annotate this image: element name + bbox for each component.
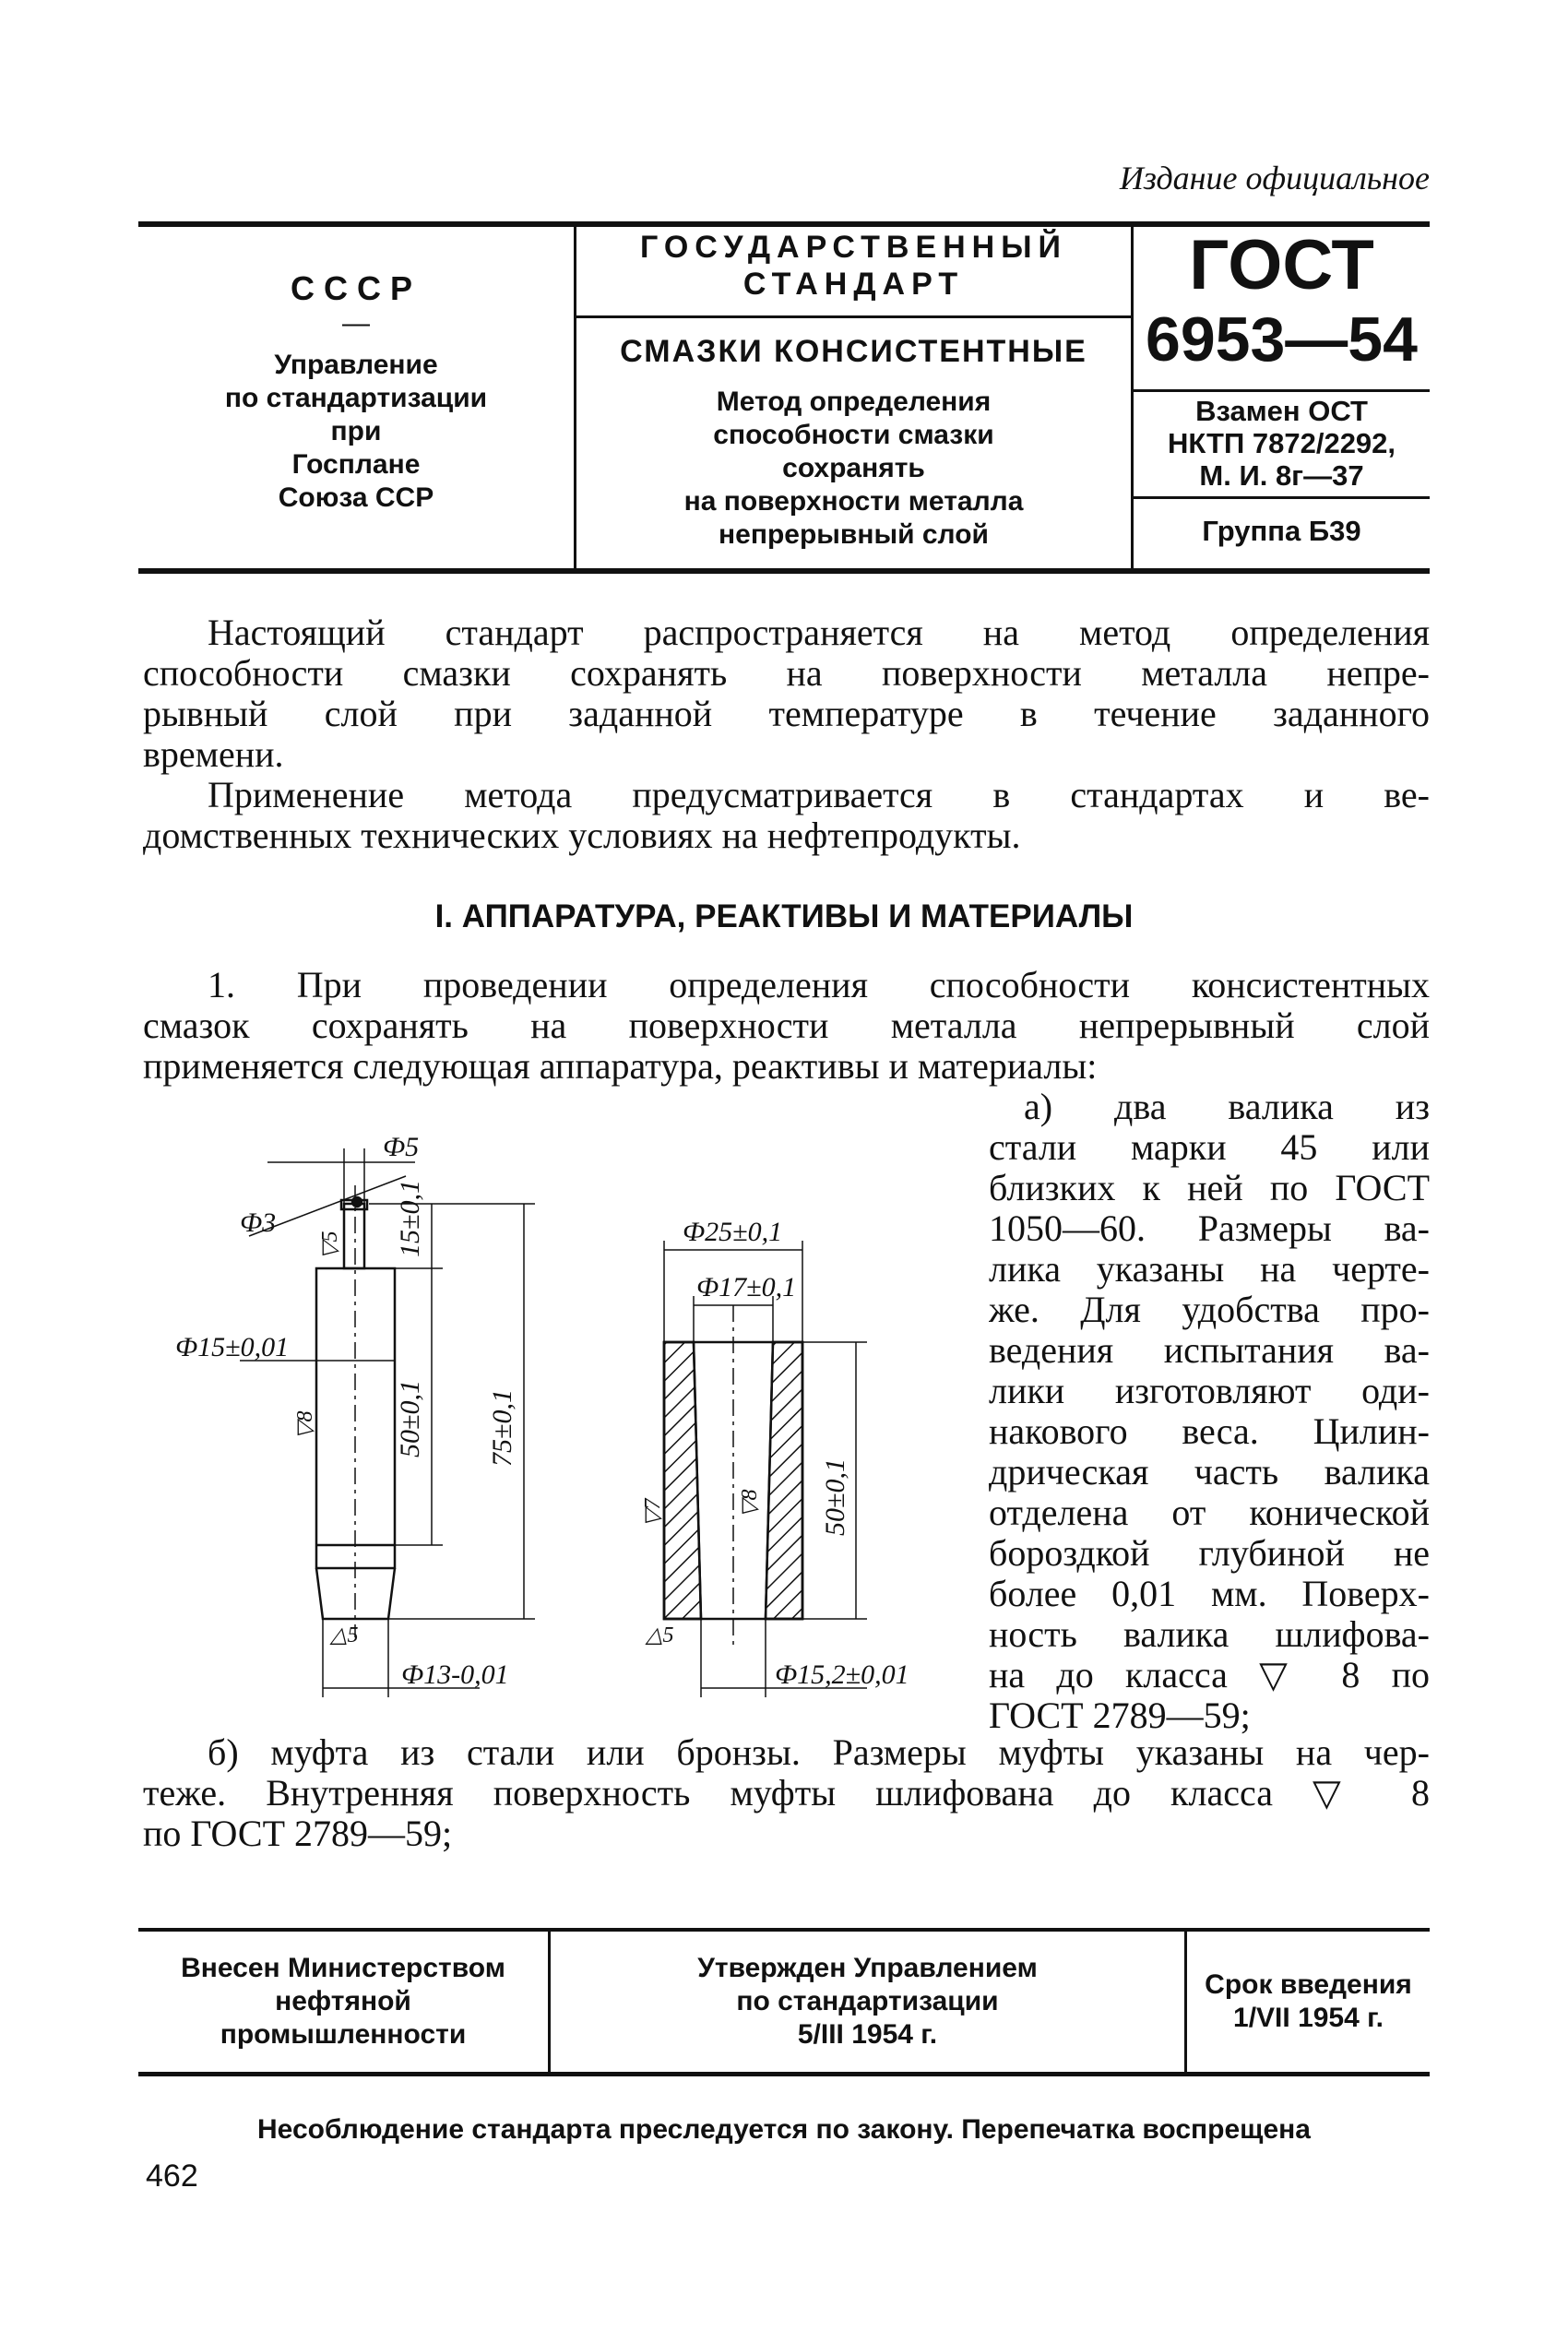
header-gost-label: ГОСТ bbox=[1189, 226, 1374, 304]
header-country: СССР bbox=[290, 269, 422, 307]
footer-introduced: Внесен Министерством нефтяной промышленности bbox=[181, 1953, 505, 2050]
header-method: Метод определения способности смазки сохранять на поверхности металла непрерывный слой bbox=[683, 387, 1024, 550]
label-len75: 75±0,1 bbox=[487, 1389, 517, 1467]
label-d13: Ф13-0,01 bbox=[401, 1659, 509, 1690]
label-d3: Ф3 bbox=[240, 1207, 277, 1238]
header-dash: — bbox=[342, 308, 370, 339]
header-bottom-rule bbox=[138, 568, 1430, 574]
header-subject: СМАЗКИ КОНСИСТЕНТНЫЕ bbox=[620, 334, 1087, 369]
label-sleeve-finish8: ▽8 bbox=[738, 1489, 762, 1517]
item-b: б) муфта из стали или бронзы. Размеры муфты указаны на чер- теже. Внутренняя поверхность муфты шлифована до класса ▽ 8 по ГОСТ 2789—59; bbox=[143, 1732, 1430, 1854]
footer-top-rule bbox=[138, 1928, 1430, 1932]
edition-note: Издание официальное bbox=[1119, 160, 1430, 196]
header-group: Группа Б39 bbox=[1202, 515, 1361, 547]
legal-notice: Несоблюдение стандарта преследуется по закону. Перепечатка воспрещена bbox=[257, 2114, 1311, 2145]
label-roller-finish5b: △5 bbox=[330, 1623, 359, 1647]
label-len50: 50±0,1 bbox=[395, 1380, 425, 1457]
header-replaces: Взамен ОСТ НКТП 7872/2292, М. И. 8г—37 bbox=[1167, 395, 1396, 492]
item-a: а) два валика из стали марки 45 или близких к ней по ГОСТ 1050—60. Размеры ва- лика указаны на черте- же. Для удобства про- ведения испытания ва- лики изготовляют оди- накового веса. Цилин- дрическая часть валика отделена от конической бороздкой глубиной не более 0,01 мм. Поверх- ность валика шлифова- на до класса ▽ 8 по ГОСТ 2789—59; bbox=[989, 1087, 1430, 1736]
header-gost-number: 6953—54 bbox=[1146, 304, 1418, 375]
label-d15: Ф15±0,01 bbox=[175, 1332, 290, 1362]
label-sleeve-finish7: ▽7 bbox=[641, 1498, 665, 1527]
page-number: 462 bbox=[146, 2159, 198, 2194]
label-roller-finish8: ▽8 bbox=[293, 1410, 317, 1439]
intro-paragraph-1: Настоящий стандарт распространяется на метод определения способности смазки сохранять на поверхности металла непре- рывный слой при заданной температуре в течение заданного времени. bbox=[143, 612, 1430, 775]
label-roller-finish5: ▽5 bbox=[318, 1231, 342, 1259]
header-authority: Управление по стандартизации при Госплане Союза ССР bbox=[224, 350, 488, 513]
label-d25: Ф25±0,1 bbox=[683, 1217, 783, 1247]
header-right-rule-2 bbox=[1134, 496, 1430, 499]
label-sleeve-finish5: △5 bbox=[646, 1623, 674, 1647]
label-d5: Ф5 bbox=[383, 1132, 420, 1162]
header-middle-rule bbox=[576, 315, 1131, 318]
label-sleeve-len50: 50±0,1 bbox=[820, 1458, 850, 1536]
footer-bottom-rule bbox=[138, 2072, 1430, 2076]
footer-effective: Срок введения 1/VII 1954 г. bbox=[1205, 1969, 1412, 2033]
header-state-standard: ГОСУДАРСТВЕННЫЙ СТАНДАРТ bbox=[640, 230, 1067, 302]
item-1: 1. При проведении определения способности консистентных смазок сохранять на поверхности металла непрерывный слой применяется следующая аппаратура, реактивы и материалы: bbox=[143, 965, 1430, 1087]
label-d17: Ф17±0,1 bbox=[696, 1272, 797, 1302]
section-title: I. АППАРАТУРА, РЕАКТИВЫ И МАТЕРИАЛЫ bbox=[434, 898, 1134, 934]
label-len15: 15±0,1 bbox=[395, 1180, 425, 1257]
label-d152: Ф15,2±0,01 bbox=[775, 1659, 909, 1690]
header-right-rule-1 bbox=[1134, 389, 1430, 392]
footer-approved: Утвержден Управлением по стандартизации 5/III 1954 г. bbox=[697, 1953, 1038, 2050]
technical-drawing bbox=[138, 1121, 968, 1720]
intro-paragraph-2: Применение метода предусматривается в стандартах и ве- домственных технических условиях на нефтепродукты. bbox=[143, 775, 1430, 856]
